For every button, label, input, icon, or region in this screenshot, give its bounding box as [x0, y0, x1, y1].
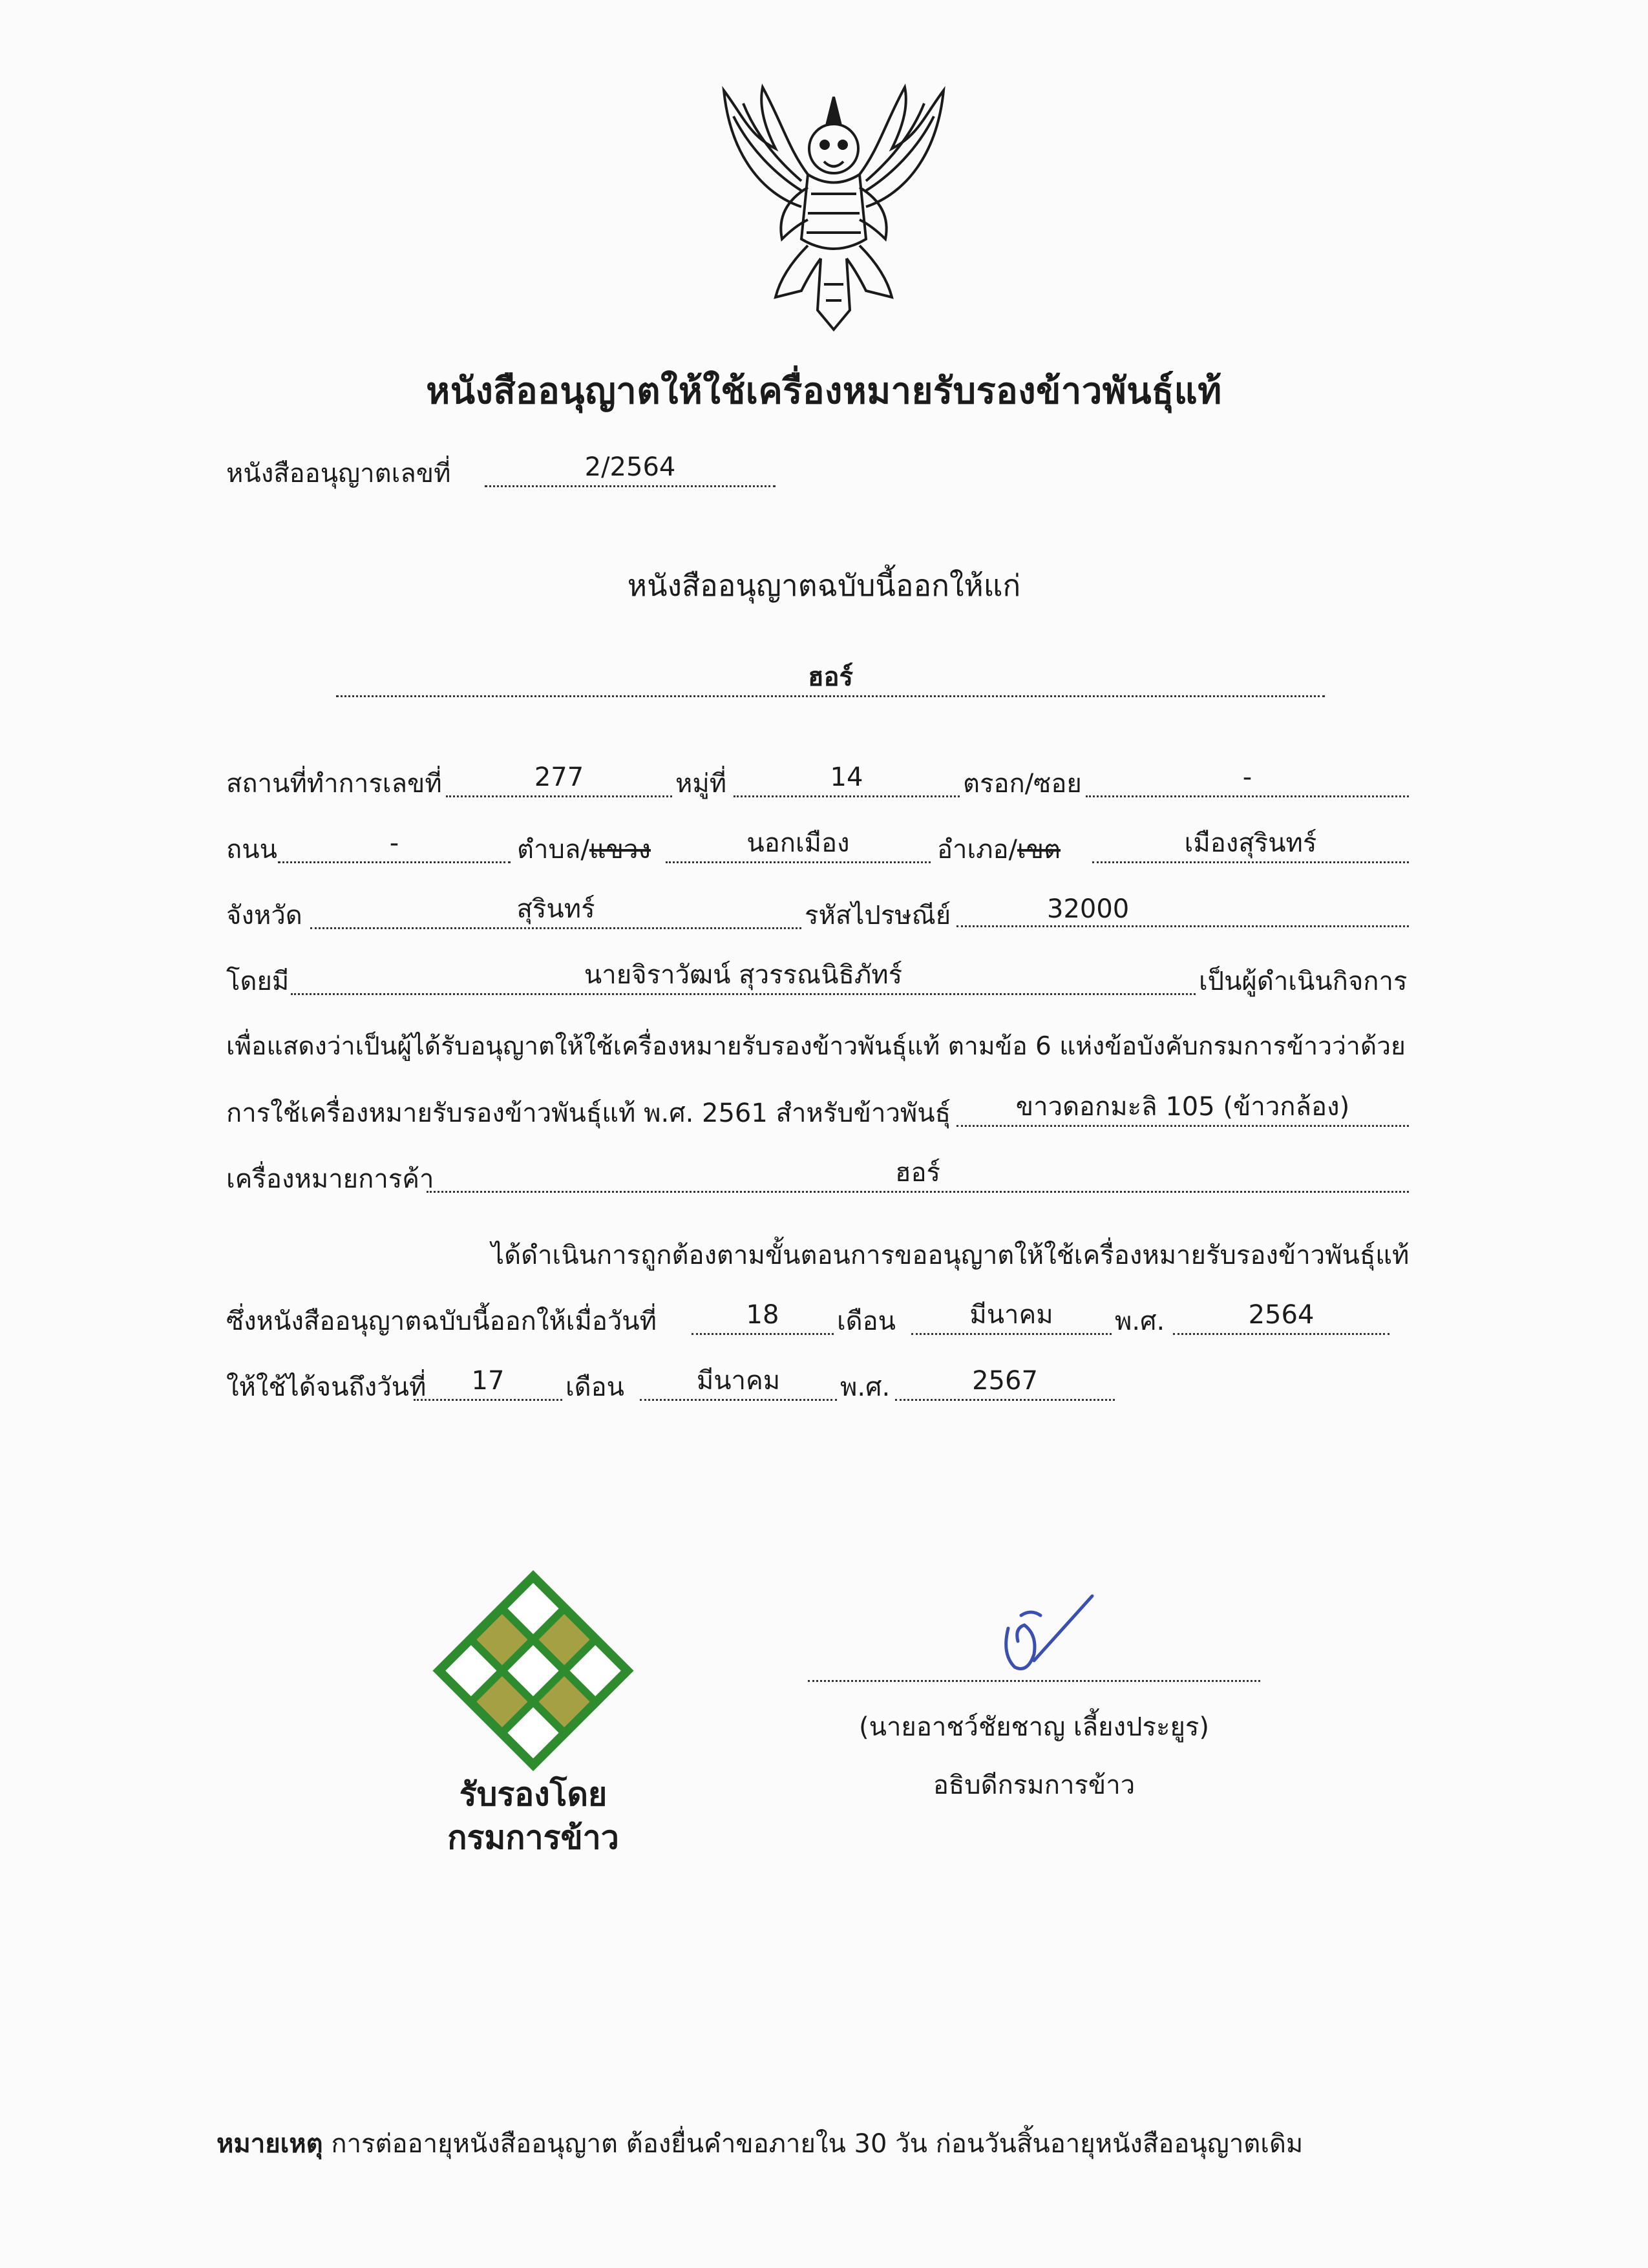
place-no-value: 277	[446, 759, 672, 797]
road-value: -	[278, 825, 511, 863]
amphoe-label: อำเภอ/เขต	[937, 835, 1061, 865]
trademark-value: ฮอร์	[427, 1155, 1409, 1193]
trademark-label: เครื่องหมายการค้า	[226, 1164, 434, 1194]
purpose-line1: เพื่อแสดงว่าเป็นผู้ได้รับอนุญาตให้ใช้เครื่องหมายรับรองข้าวพันธุ์แท้ ตามข้อ 6 แห่งข้อบังคับกรมการข้าวว่าด้วย	[226, 1032, 1406, 1061]
valid-year-value: 2567	[895, 1363, 1115, 1401]
postcode-value: 32000	[956, 891, 1409, 927]
issue-month-label: เดือน	[837, 1307, 896, 1336]
operator-name: นายจิราวัฒน์ สุวรรณนิธิภัทร์	[291, 957, 1196, 995]
moo-value: 14	[734, 759, 960, 797]
purpose-line2: การใช้เครื่องหมายรับรองข้าวพันธุ์แท้ พ.ศ. 2561 สำหรับข้าวพันธุ์	[226, 1098, 951, 1128]
signature-mark	[995, 1590, 1099, 1686]
document-title: หนังสืออนุญาตให้ใช้เครื่องหมายรับรองข้าวพันธุ์แท้	[426, 370, 1222, 412]
valid-day-value: 17	[414, 1363, 562, 1401]
valid-month-value: มีนาคม	[640, 1363, 837, 1401]
note-text: การต่ออายุหนังสืออนุญาต ต้องยื่นคำขอภายใน 30 วัน ก่อนวันสิ้นอายุหนังสืออนุญาตเดิม	[331, 2129, 1304, 2159]
moo-label: หมู่ที่	[675, 769, 727, 799]
rice-department-logo-icon	[427, 1564, 640, 1777]
garuda-emblem-icon	[704, 78, 963, 336]
signer-position: อธิบดีกรมการข้าว	[933, 1770, 1136, 1800]
place-no-label: สถานที่ทำการเลขที่	[226, 769, 442, 799]
signature-line	[808, 1680, 1260, 1682]
issue-month-value: มีนาคม	[911, 1297, 1112, 1335]
signer-name: (นายอาชว์ชัยชาญ เลี้ยงประยูร)	[859, 1712, 1209, 1742]
issue-date-label: ซึ่งหนังสืออนุญาตฉบับนี้ออกให้เมื่อวันที่	[226, 1307, 657, 1336]
tambon-label: ตำบล/แขวง	[517, 835, 651, 865]
license-no-label: หนังสืออนุญาตเลขที่	[226, 459, 451, 488]
certified-by-line1: รับรองโดย	[459, 1776, 607, 1813]
postcode-label: รหัสไปรษณีย์	[805, 901, 951, 930]
rice-variety-value: ขาวดอกมะลิ 105 (ข้าวกล้อง)	[956, 1089, 1409, 1127]
footer-note	[217, 2123, 1303, 2164]
note-label: หมายเหตุ	[217, 2129, 323, 2159]
operator-label: โดยมี	[226, 967, 290, 996]
amphoe-value: เมืองสุรินทร์	[1092, 825, 1409, 863]
valid-month-label: เดือน	[565, 1372, 625, 1402]
tambon-value: นอกเมือง	[666, 825, 931, 863]
valid-year-label: พ.ศ.	[840, 1372, 891, 1402]
issue-day-value: 18	[692, 1297, 834, 1335]
issue-year-value: 2564	[1173, 1297, 1389, 1335]
issued-to-heading: หนังสืออนุญาตฉบับนี้ออกให้แก่	[627, 568, 1021, 603]
soi-label: ตรอก/ซอย	[963, 769, 1082, 799]
valid-until-label: ให้ใช้ได้จนถึงวันที่	[226, 1372, 427, 1402]
road-label: ถนน	[226, 835, 277, 865]
province-value: สุรินทร์	[310, 891, 801, 929]
province-label: จังหวัด	[226, 901, 302, 930]
operator-suffix: เป็นผู้ดำเนินกิจการ	[1199, 967, 1408, 996]
issue-year-label: พ.ศ.	[1115, 1307, 1165, 1336]
soi-value: -	[1086, 759, 1409, 797]
compliance-text: ได้ดำเนินการถูกต้องตามขั้นตอนการขออนุญาตให้ใช้เครื่องหมายรับรองข้าวพันธุ์แท้	[491, 1241, 1410, 1270]
certified-by-line2: กรมการข้าว	[447, 1819, 619, 1856]
issued-to-name: ฮอร์	[336, 659, 1325, 697]
license-no-value: 2/2564	[485, 449, 776, 487]
